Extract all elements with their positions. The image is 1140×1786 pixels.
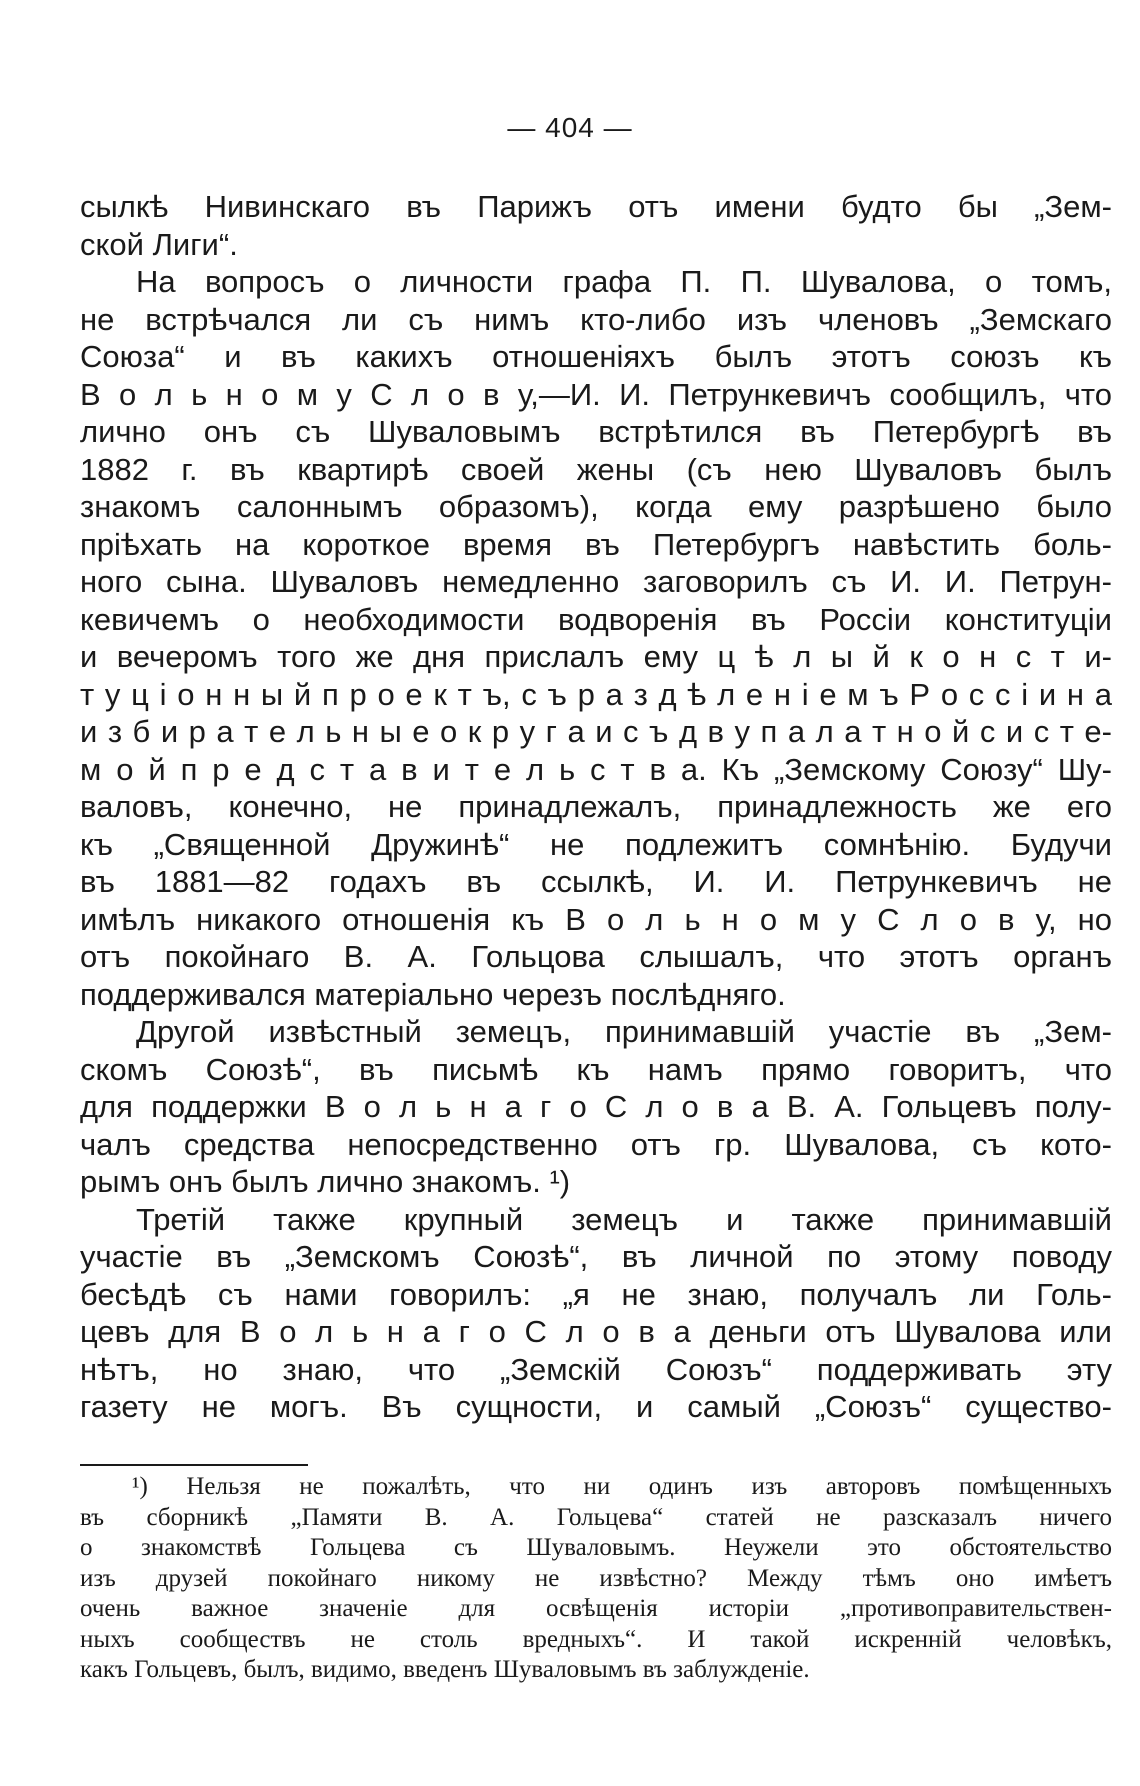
page-number: — 404 — [507, 112, 633, 143]
text-line: знакомъ салоннымъ образомъ), когда ему разрѣшено было [80, 489, 1112, 524]
text-line: цевъ для В о л ь н а г о С л о в а деньги отъ Шувалова или [80, 1314, 1112, 1349]
text-line: газету не могъ. Въ сущности, и самый „Союзъ“ существо- [80, 1389, 1112, 1424]
text-line: м о й п р е д с т а в и т е л ь с т в а. Къ „Земскому Союзу“ Шу- [80, 751, 1112, 787]
text-line: участіе въ „Земскомъ Союзѣ“, въ личной по этому поводу [80, 1239, 1112, 1274]
text-line: поддерживался матеріально черезъ послѣдняго. [80, 976, 786, 1012]
text-line: къ „Священной Дружинѣ“ не подлежитъ сомнѣнію. Будучи [80, 826, 1112, 862]
footnote-line: о знакомствѣ Гольцева съ Шуваловымъ. Неужели это обстоятельство [80, 1534, 1112, 1561]
footnote-line: ныхъ сообществъ не столь вредныхъ“. И такой искренній человѣкъ, [80, 1625, 1112, 1653]
text-line: нѣтъ, но знаю, что „Земскій Союзъ“ поддерживать эту [80, 1351, 1112, 1387]
text-line: скомъ Союзѣ“, въ письмѣ къ намъ прямо говоритъ, что [80, 1051, 1112, 1087]
text-line: т у ц і о н н ы й п р о е к т ъ, с ъ р а з д ѣ л е н і е м ъ Р о с с і и н а [80, 676, 1112, 712]
text-line: и вечеромъ того же дня прислалъ ему ц ѣ л ы й к о н с т и- [80, 639, 1112, 674]
text-line: бесѣдѣ съ нами говорилъ: „я не знаю, получалъ ли Голь- [80, 1276, 1112, 1312]
paragraph [80, 263, 1112, 1013]
text-line: 1882 г. въ квартирѣ своей жены (съ нею Шуваловъ былъ [80, 451, 1112, 487]
text-line: имѣлъ никакого отношенія къ В о л ь н о м у С л о в у, но [80, 901, 1112, 937]
footnote-line: изъ друзей покойнаго никому не извѣстно? Между тѣмъ оно имѣетъ [80, 1564, 1112, 1592]
text-line: лично онъ съ Шуваловымъ встрѣтился въ Петербургѣ въ [80, 414, 1112, 449]
footnote-divider [80, 1464, 308, 1466]
text-line: сылкѣ Нивинскаго въ Парижъ отъ имени будто бы „Зем- [80, 189, 1112, 224]
text-line: пріѣхать на короткое время въ Петербургъ навѣстить боль- [80, 526, 1112, 562]
text-line: ской Лиги“. [80, 226, 238, 262]
paragraph [80, 1013, 1112, 1201]
text-line: отъ покойнаго В. А. Гольцова слышалъ, что этотъ органъ [80, 939, 1112, 974]
text-line: въ 1881—82 годахъ въ ссылкѣ, И. И. Петрункевичъ не [80, 864, 1112, 899]
text-line: валовъ, конечно, не принадлежалъ, принадлежность же его [80, 789, 1112, 824]
text-line: и з б и р а т е л ь н ы е о к р у г а и с ъ д в у п а л а т н о й с и с т е- [80, 714, 1112, 749]
footnote-line: въ сборникѣ „Памяти В. А. Гольцева“ статей не разсказалъ ничего [80, 1503, 1112, 1531]
text-line: Другой извѣстный земецъ, принимавшій участіе въ „Зем- [136, 1014, 1112, 1049]
text-line: кевичемъ о необходимости водворенія въ Россіи конституціи [80, 601, 1112, 637]
footnote-line: какъ Гольцевъ, былъ, видимо, введенъ Шуваловымъ въ заблужденіе. [80, 1656, 810, 1683]
text-line: не встрѣчался ли съ нимъ кто-либо изъ членовъ „Земскаго [80, 301, 1112, 337]
text-line: для поддержки В о л ь н а г о С л о в а В. А. Гольцевъ полу- [80, 1089, 1112, 1124]
paragraph [80, 1201, 1112, 1426]
footnote-line: ¹) Нельзя не пожалѣть, что ни одинъ изъ авторовъ помѣщенныхъ [132, 1473, 1112, 1500]
footnote-line: очень важное значеніе для освѣщенія исторіи „противоправительствен- [80, 1595, 1112, 1622]
text-line: Третій также крупный земецъ и также принимавшій [136, 1201, 1112, 1237]
main-text [80, 188, 1112, 1426]
paragraph [80, 188, 1112, 263]
text-line: чалъ средства непосредственно отъ гр. Шувалова, съ кото- [80, 1126, 1112, 1162]
footnote [80, 1472, 1112, 1686]
text-line: В о л ь н о м у С л о в у,—И. И. Петрункевичъ сообщилъ, что [80, 376, 1112, 412]
text-line: Союза“ и въ какихъ отношеніяхъ былъ этотъ союзъ къ [80, 339, 1112, 374]
text-line: рымъ онъ былъ лично знакомъ. ¹) [80, 1164, 571, 1199]
text-line: ного сына. Шуваловъ немедленно заговорилъ съ И. И. Петрун- [80, 564, 1112, 599]
text-line: На вопросъ о личности графа П. П. Шувалова, о томъ, [136, 264, 1112, 299]
